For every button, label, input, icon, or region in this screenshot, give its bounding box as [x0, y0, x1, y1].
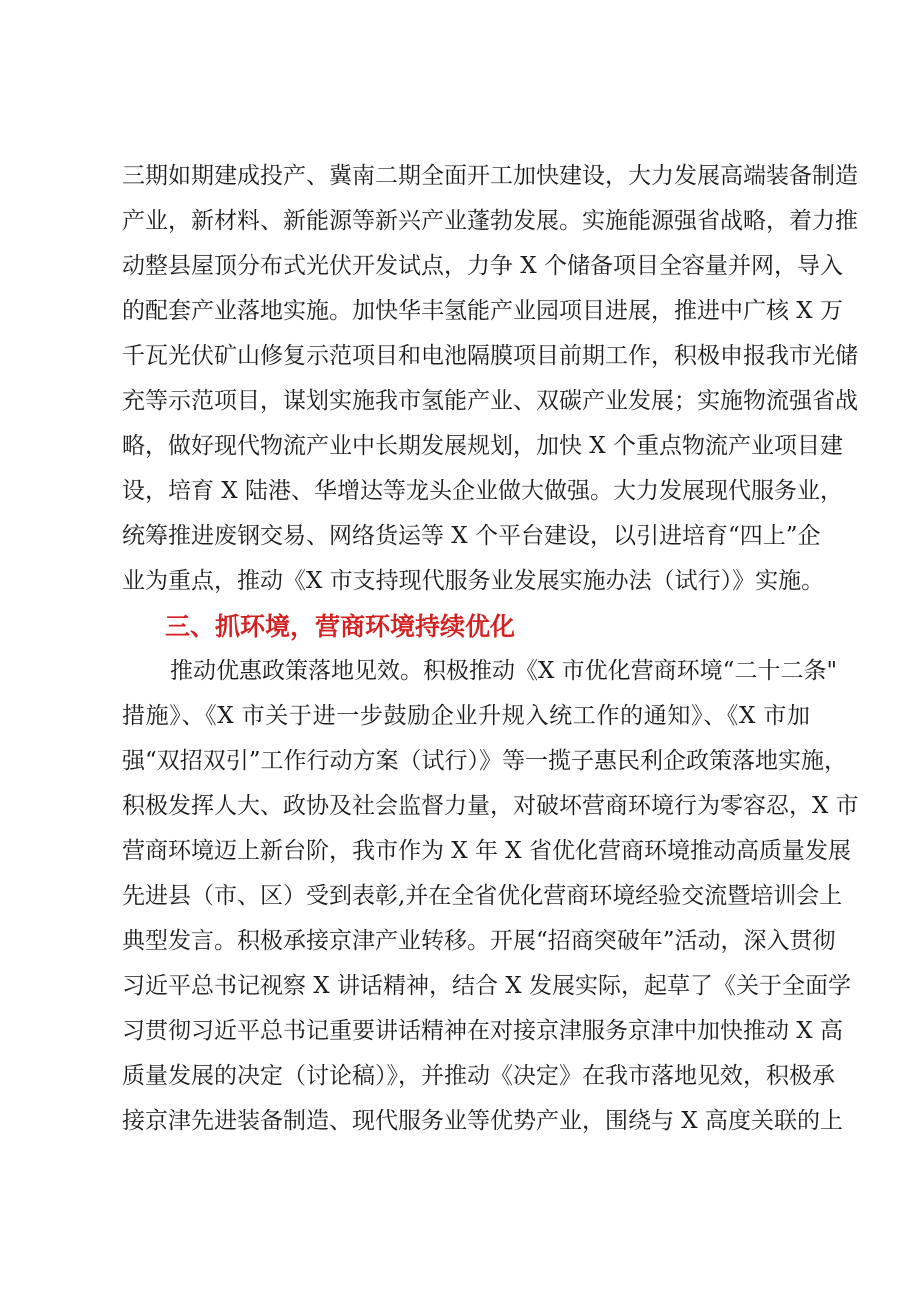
paragraph-line: 习近平总书记视察 X 讲话精神，结合 X 发展实际，起草了《关于全面学	[122, 973, 851, 999]
paragraph-line: 接京津先进装备制造、现代服务业等优势产业，围绕与 X 高度关联的上	[122, 1108, 843, 1134]
paragraph-line: 充等示范项目，谋划实施我市氢能产业、双碳产业发展；实施物流强省战	[122, 388, 858, 414]
paragraph-line: 先进县（市、区）受到表彰,并在全省优化营商环境经验交流暨培训会上	[122, 883, 843, 909]
paragraph-line: 统筹推进废钢交易、网络货运等 X 个平台建设，以引进培育“四上”企	[122, 523, 821, 549]
paragraph-line: 业为重点，推动《X 市支持现代服务业发展实施办法（试行）》实施。	[122, 568, 825, 594]
paragraph-line: 三期如期建成投产、冀南二期全面开工加快建设，大力发展高端装备制造	[122, 163, 858, 189]
paragraph-line: 的配套产业落地实施。加快华丰氢能产业园项目进展，推进中广核 X 万	[122, 298, 843, 324]
paragraph-line: 典型发言。积极承接京津产业转移。开展“招商突破年”活动，深入贯彻	[122, 928, 836, 954]
paragraph-line: 积极发挥人大、政协及社会监督力量，对破坏营商环境行为零容忍，X 市	[122, 793, 859, 819]
paragraph-line: 推动优惠政策落地见效。积极推动《X 市优化营商环境“二十二条"	[170, 658, 838, 684]
paragraph-line: 质量发展的决定（讨论稿）》，并推动《决定》在我市落地见效，积极承	[122, 1063, 835, 1089]
paragraph-line: 措施》、《X 市关于进一步鼓励企业升规入统工作的通知》、《X 市加	[122, 703, 810, 729]
paragraph-line: 千瓦光伏矿山修复示范项目和电池隔膜项目前期工作，积极申报我市光储	[122, 343, 858, 369]
paragraph-line: 习贯彻习近平总书记重要讲话精神在对接京津服务京津中加快推动 X 高	[122, 1018, 843, 1044]
paragraph-line: 产业，新材料、新能源等新兴产业蓬勃发展。实施能源强省战略，着力推	[122, 208, 858, 234]
section-heading: 三、抓环境，营商环境持续优化	[165, 612, 516, 641]
paragraph-line: 强“双招双引”工作行动方案（试行）》等一揽子惠民利企政策落地实施，	[122, 748, 848, 774]
paragraph-line: 设，培育 X 陆港、华增达等龙头企业做大做强。大力发展现代服务业，	[122, 478, 843, 504]
paragraph-line: 略，做好现代物流产业中长期发展规划，加快 X 个重点物流产业项目建	[122, 433, 843, 459]
paragraph-line: 营商环境迈上新台阶，我市作为 X 年 X 省优化营商环境推动高质量发展	[122, 838, 851, 864]
paragraph-line: 动整县屋顶分布式光伏开发试点，力争 X 个储备项目全容量并网，导入	[122, 253, 843, 279]
